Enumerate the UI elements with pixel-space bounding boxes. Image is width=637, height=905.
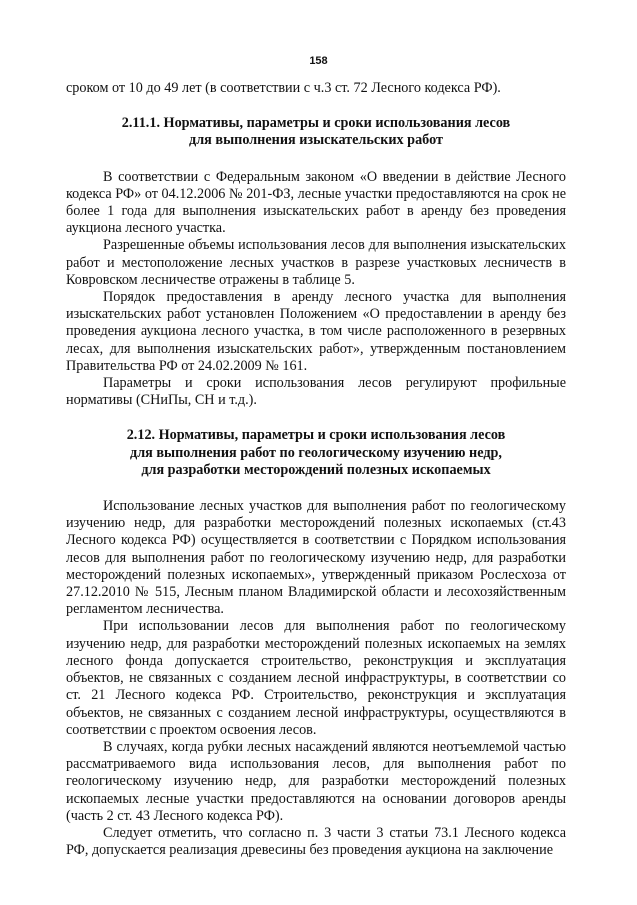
- section-heading-2-12: [66, 427, 566, 479]
- page-number: 158: [309, 55, 328, 67]
- paragraph: При использовании лесов для выполнения работ по геологическому изучению недр, для разработки месторождений полезных ископаемых на землях лесного фонда допускается строительство, реконструкция и эксплуатация объектов, не связанных с созданием лесной инфраструктуры, в соответствии со ст. 21 Лесного кодекса РФ. Строительство, реконструкция и эксплуатация объектов, не связанных с созданием лесной инфраструктуры, осуществляются в соответствии с проектом освоения лесов.: [66, 618, 566, 738]
- paragraph: В случаях, когда рубки лесных насаждений являются неотъемлемой частью рассматриваемого вида использования лесов, для выполнения работ по геологическому изучению недр, для разработки месторождений полезных ископаемых лесные участки предоставляются на основании договоров аренды (часть 2 ст. 43 Лесного кодекса РФ).: [66, 738, 566, 824]
- paragraph: Разрешенные объемы использования лесов для выполнения изыскательских работ и местоположение лесных участков в разрезе участковых лесничеств в Ковровском лесничестве отражены в таблице 5.: [66, 237, 566, 288]
- section-heading-line: 2.12. Нормативы, параметры и сроки использования лесов: [126, 427, 506, 444]
- paragraph: Следует отметить, что согласно п. 3 части 3 статьи 73.1 Лесного кодекса РФ, допускается реализация древесины без проведения аукциона на заключение: [66, 824, 566, 859]
- section-heading-line: для выполнения изыскательских работ: [189, 132, 443, 149]
- section-heading-line: для выполнения работ по геологическому изучению недр,: [130, 444, 502, 461]
- section-heading-2-11-1: [66, 115, 566, 149]
- paragraph: В соответствии с Федеральным законом «О введении в действие Лесного кодекса РФ» от 04.12.2006 № 201-ФЗ, лесные участки предоставляются на срок не более 1 года для выполнения изыскательских работ в аренду без проведения аукциона лесного участка.: [66, 168, 566, 237]
- section-heading-line: для разработки месторождений полезных ископаемых: [141, 461, 491, 478]
- section-heading-line: 2.11.1. Нормативы, параметры и сроки использования лесов: [121, 115, 511, 132]
- paragraph: Параметры и сроки использования лесов регулируют профильные нормативы (СНиПы, СН и т.д.).: [66, 375, 566, 409]
- continuation-paragraph: сроком от 10 до 49 лет (в соответствии с ч.3 ст. 72 Лесного кодекса РФ).: [66, 80, 501, 96]
- paragraph: Использование лесных участков для выполнения работ по геологическому изучению недр, для разработки месторождений полезных ископаемых (ст.43 Лесного кодекса РФ) осуществляется в соответствии с Порядком использования лесов для выполнения работ по геологическому изучению недр, для разработки месторождений полезных ископаемых», утвержденный приказом Рослесхоза от 27.12.2010 № 515, Лесным планом Владимирской области и лесохозяйственным регламентом лесничества.: [66, 498, 566, 618]
- page-content: [66, 80, 566, 859]
- paragraph: Порядок предоставления в аренду лесного участка для выполнения изыскательских работ установлен Положением «О предоставлении в аренду без проведения аукциона лесного участка, в том числе расположенного в резервных лесах, для выполнения изыскательских работ», утвержденным постановлением Правительства РФ от 24.02.2009 № 161.: [66, 289, 566, 374]
